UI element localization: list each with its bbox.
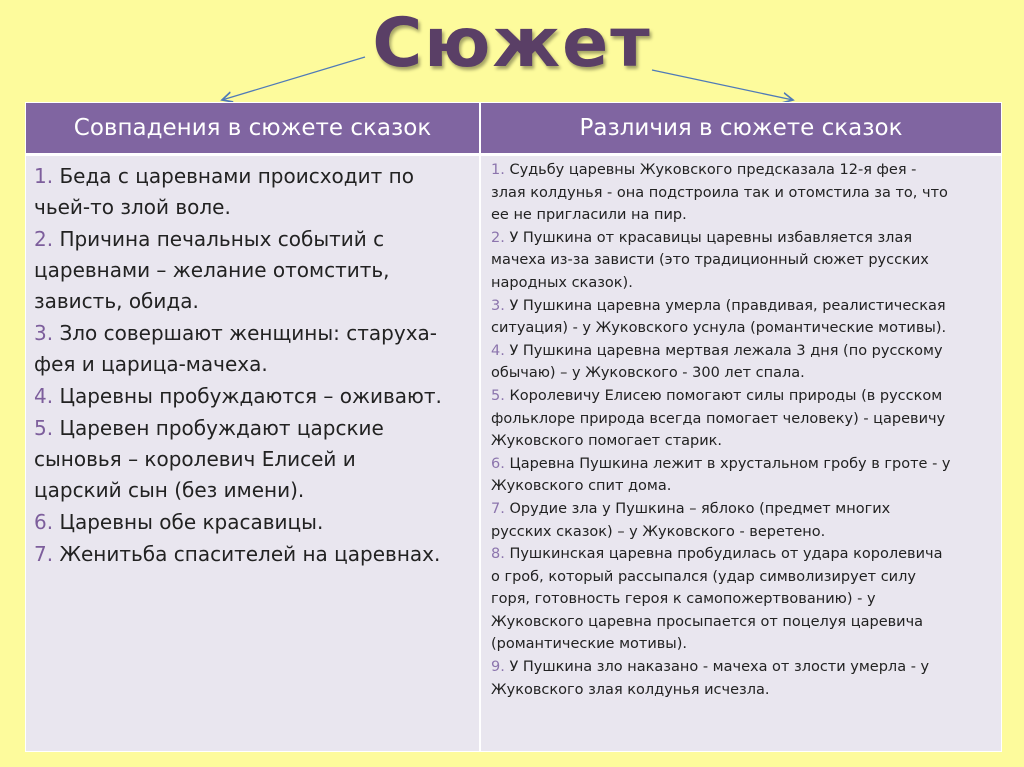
slide-title: Сюжет (372, 4, 652, 83)
right-arrow (652, 70, 793, 100)
list-item: 4. Царевны пробуждаются – оживают. (34, 384, 442, 408)
list-item: 5. Царевен пробуждают царские сыновья – королевич Елисей и царский сын (без имени). (34, 416, 384, 502)
list-item: 7. Женитьба спасителей на царевнах. (34, 542, 441, 566)
list-item: 6. Царевны обе красавицы. (34, 510, 324, 534)
list-item: 2. Причина печальных событий с царевнами – желание отомстить, зависть, обида. (34, 227, 390, 313)
list-item: 4. У Пушкина царевна мертвая лежала 3 дня (по русскому обычаю) – у Жуковского - 300 лет спала. (491, 342, 943, 382)
list-item: 1. Беда с царевнами происходит по чьей-то злой воле. (34, 164, 414, 219)
comparison-table (25, 102, 1002, 752)
list-item: 2. У Пушкина от красавицы царевны избавляется злая мачеха из-за зависти (это традиционный сюжет русских народных сказок). (491, 229, 929, 291)
list-item: 6. Царевна Пушкина лежит в хрустальном гробу в гроте - у Жуковского спит дома. (491, 455, 951, 495)
matches-list (34, 161, 474, 571)
column-divider (479, 153, 481, 751)
list-item: 9. У Пушкина зло наказано - мачеха от злости умерла - у Жуковского злая колдунья исчезла. (491, 659, 930, 698)
header-differences: Различия в сюжете сказок (579, 115, 903, 141)
differences-list (491, 159, 996, 701)
list-item: 8. Пушкинская царевна пробудилась от удара королевича о гроб, который рассыпался (удар символизирует силу горя, готовность героя к самопожертвованию) - у Жуковского царевна просыпается от поцелуя царевича (романтические мотивы). (491, 546, 943, 653)
list-item: 3. Зло совершают женщины: старуха- фея и царица-мачеха. (34, 321, 438, 376)
table-header (26, 103, 1001, 153)
list-item: 7. Орудие зла у Пушкина – яблоко (предмет многих русских сказок) – у Жуковского - веретено. (491, 500, 891, 540)
header-matches: Совпадения в сюжете сказок (26, 103, 481, 153)
header-divider (26, 153, 1001, 156)
list-item: 1. Судьбу царевны Жуковского предсказала 12-я фея - злая колдунья - она подстроила так и отомстила за то, что ее не пригласили на пир. (491, 162, 948, 224)
list-item: 5. Королевичу Елисею помогают силы природы (в русском фольклоре природа всегда помогает человеку) - царевичу Жуковского помогает старик. (491, 387, 946, 450)
left-arrow (222, 57, 365, 100)
list-item: 3. У Пушкина царевна умерла (правдивая, реалистическая ситуация) - у Жуковского уснула (романтические мотивы). (491, 297, 947, 337)
arrows (0, 0, 1024, 110)
